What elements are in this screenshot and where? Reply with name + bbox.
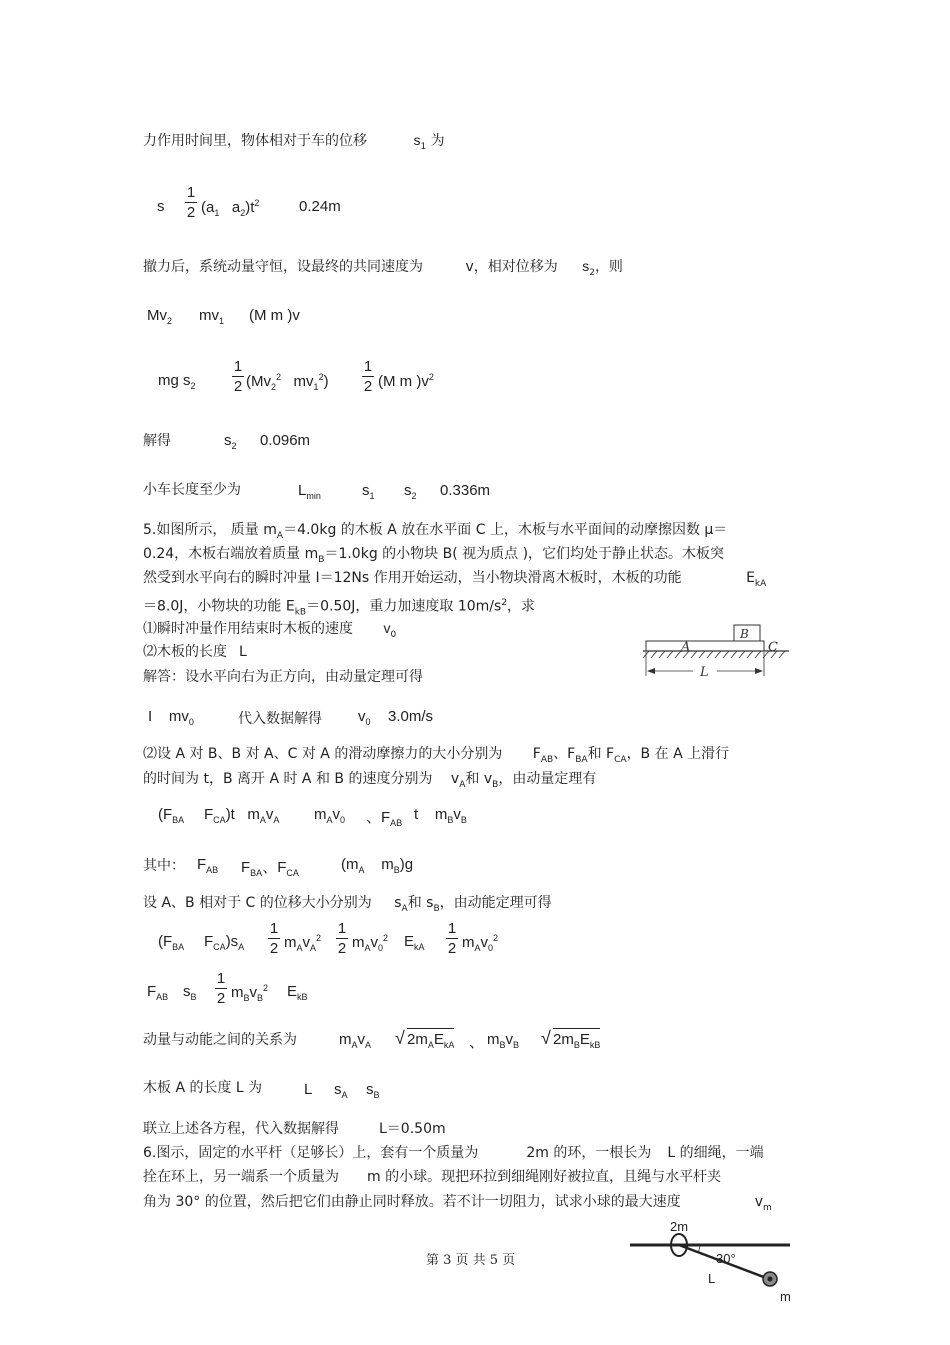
text-line: 力作用时间里，物体相对于车的位移 $s_1$ 为 [143, 132, 445, 152]
label-m: m [780, 1289, 791, 1304]
text-line: 角为 30° 的位置，然后把它们由静止同时释放。若不计一切阻力，试求小球的最大速度 $v_m$ [143, 1194, 772, 1213]
text-line: 5.如图所示， 质量 $m_A=4.0kg$ 的木板 A 放在水平面 C 上，木板与水平面间的动摩擦因数 μ＝ [143, 522, 728, 541]
ring-rod-figure [628, 1217, 798, 1307]
text-line: 动量与动能之间的关系为 [143, 1032, 297, 1048]
equation-impulse: I $mv_0$ 代入数据解得 $v_0$ 3.0m/s [148, 708, 434, 727]
equation-11: L $s_A$ $s_B$ [304, 1081, 380, 1100]
text-line: 撤力后，系统动量守恒，设最终的共同速度为 v，相对位移为 $s_2$，则 [143, 258, 623, 278]
page-footer: 第 3 页 共 5 页 [426, 1253, 516, 1268]
equation-5: $L_{min}$ $s_1$ $s_2$ 0.336m [298, 482, 491, 501]
text-line: 设 A、B 相对于 C 的位移大小分别为 $s_A$和 $s_B$，由动能定理可得 [143, 895, 552, 914]
equation-6: ($F_{BA}$ $F_{CA})t$ $m_Av_A$ $m_Av_0$ 、$F_{AB}$ t $m_Bv_B$ [158, 806, 467, 828]
text-line: 0.24，木板右端放着质量 $m_B=1.0kg$ 的小物块 B( 视为质点 )，它们均处于静止状态。木板突 [143, 546, 725, 565]
equation-9: $F_{AB}$ $s_B$ 1 2 $m_Bv_B^2$ $E_{kB}$ [147, 970, 308, 1007]
label-l: L [700, 665, 709, 680]
equation-2: $Mv_2$ $mv_1$ (M m )v [147, 307, 300, 326]
text-line: 木板 A 的长度 L 为 [143, 1080, 263, 1096]
label-angle: 30° [716, 1251, 736, 1266]
label-b: B [740, 627, 749, 641]
label-2m: 2m [670, 1219, 689, 1234]
text-line: ⑵设 A 对 B、B 对 A、C 对 A 的滑动摩擦力的大小分别为 $F_{AB}$、$F_{BA}$和 $F_{CA}$，B 在 A 上滑行 [143, 746, 730, 765]
text-line: ⑵木板的长度 L [143, 644, 247, 660]
text-line: 解答：设水平向右为正方向，由动量定理可得 [143, 669, 423, 685]
equation-8: ($F_{BA}$ $F_{CA})s_A$ 1 2 $m_Av_A^2$ 1 2 $m_Av_0^2$ $E_{kA}$ 1 2 $m_Av_0^2$ [158, 920, 499, 957]
text-line: ⑴瞬时冲量作用结束时木板的速度 $v_0$ [143, 620, 397, 640]
text-line: 6.图示，固定的水平杆（足够长）上，套有一个质量为 2m 的环，一根长为 L 的细绳，一端 [143, 1145, 764, 1161]
equation-7: $F_{AB}$ $F_{BA}$、$F_{CA}$ ($m_A$ $m_B)g$ [197, 856, 414, 878]
text-line: 的时间为 t，B 离开 A 时 A 和 B 的速度分别为 $v_A$和 $v_B$，由动量定理有 [143, 771, 597, 790]
text-line: ＝8.0J，小物块的功能 $E_{kB}=0.50J$，重力加速度取 $10m/s^2$，求 [143, 598, 536, 618]
text-line: 小车长度至少为 [143, 482, 241, 498]
text-line: 拴在环上，另一端系一个质量为 m 的小球。现把环拉到细绳刚好被拉直，且绳与水平杆夹 [143, 1169, 722, 1185]
label-c: C [768, 640, 778, 655]
text-line: 联立上述各方程，代入数据解得 L＝0.50m [143, 1121, 446, 1137]
equation-4: $s_2$ 0.096m [224, 432, 311, 451]
equation-3: mg $s_2$ 1 2 ($Mv_2^2$ $mv_1^2$) 1 2 (M m )$v^2$ [158, 358, 434, 395]
text-line: 其中： [143, 858, 185, 874]
equation-10: $m_Av_A$ √ $2m_AE_{kA}$ 、 $m_Bv_B$ √ $2m_BE_{kB}$ [339, 1028, 601, 1051]
text-line: 然受到水平向右的瞬时冲量 I＝12Ns 作用开始运动，当小物块滑离木板时，木板的功能 $E_{kA}$ [143, 570, 767, 589]
label-a: A [681, 640, 691, 655]
label-l: L [708, 1271, 716, 1286]
equation-1: s 1 2 ($a_1$ $a_2)t^2$ 0.24m [157, 184, 341, 221]
text-line: 解得 [143, 433, 171, 449]
board-block-figure [643, 620, 789, 680]
